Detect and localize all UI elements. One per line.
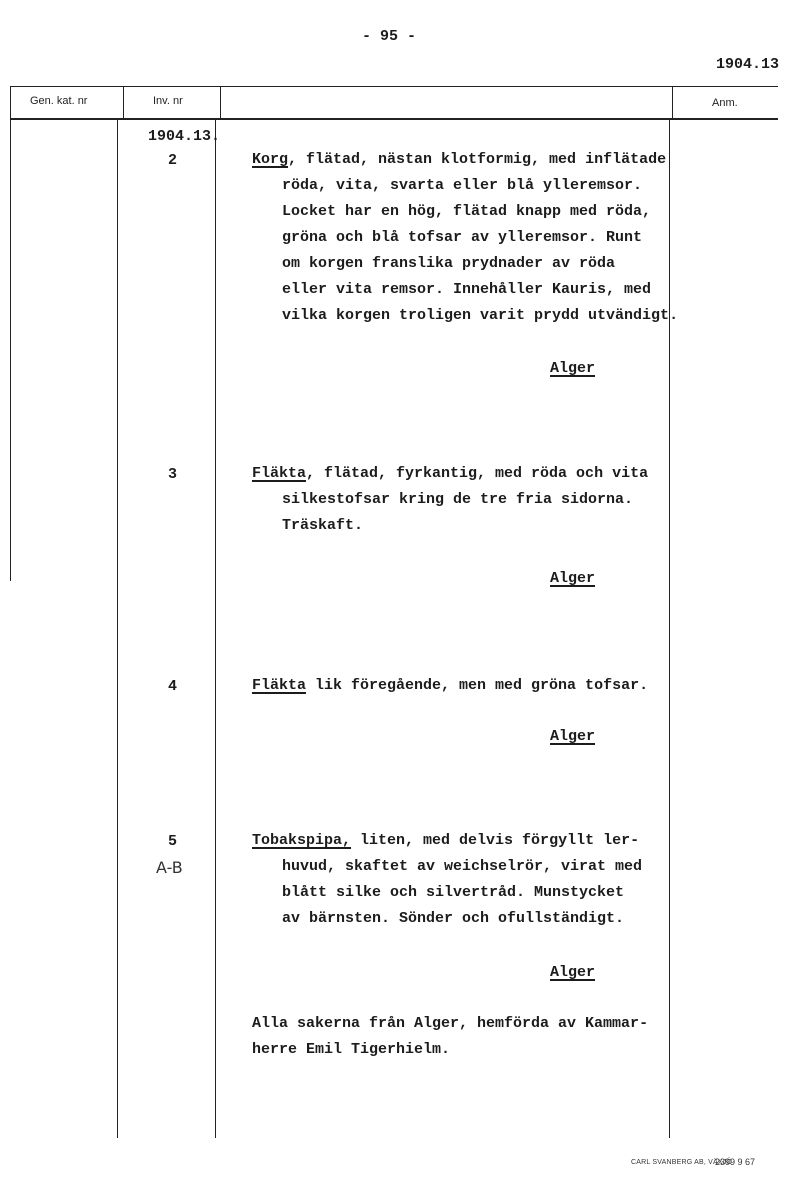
entry-description — [252, 461, 648, 539]
entry-description — [252, 147, 678, 329]
header-anm: Anm. — [712, 97, 738, 109]
description-line: röda, vita, svarta eller blå ylleremsor. — [282, 177, 643, 194]
source-label: Alger — [550, 728, 596, 745]
page-number: - 95 - — [362, 28, 417, 45]
description-line: av bärnsten. Sönder och ofullständigt. — [282, 910, 625, 927]
entry-number: 3 — [168, 466, 178, 483]
description-line: gröna och blå tofsar av ylleremsor. Runt — [282, 229, 643, 246]
column-divider-gen-body — [117, 118, 118, 1138]
header-inv: Inv. nr — [153, 95, 183, 107]
left-border — [10, 86, 11, 581]
entry-number: 4 — [168, 678, 178, 695]
header-gen-kat: Gen. kat. nr — [30, 95, 88, 107]
entry-sub-label: A-B — [156, 858, 183, 877]
description-line: Fläkta, flätad, fyrkantig, med röda och vita — [252, 465, 649, 482]
form-code: 2399 9 67 — [715, 1157, 756, 1167]
closing-note-line: herre Emil Tigerhielm. — [252, 1041, 451, 1058]
entry-description — [252, 828, 642, 932]
closing-note-line: Alla sakerna från Alger, hemförda av Kammar- — [252, 1015, 649, 1032]
source-label: Alger — [550, 964, 596, 981]
header-top-rule — [10, 86, 778, 87]
item-title: Fläkta — [252, 465, 307, 482]
description-line: Träskaft. — [282, 517, 364, 534]
column-divider-gen — [123, 86, 124, 118]
description-line: blått silke och silvertråd. Munstycket — [282, 884, 625, 901]
source-label: Alger — [550, 570, 596, 587]
source-label: Alger — [550, 360, 596, 377]
description-line: Locket har en hög, flätad knapp med röda, — [282, 203, 652, 220]
corner-reference: 1904.13 — [716, 56, 780, 73]
header-bottom-rule — [10, 118, 778, 120]
description-line: Korg, flätad, nästan klotformig, med inflätade — [252, 151, 667, 168]
description-line: Fläkta lik föregående, men med gröna tofsar. — [252, 677, 649, 694]
inv-prefix: 1904.13. — [148, 128, 221, 145]
item-title: Fläkta — [252, 677, 307, 694]
item-title: Korg — [252, 151, 289, 168]
closing-note — [252, 1011, 648, 1063]
description-line: om korgen franslika prydnader av röda — [282, 255, 616, 272]
description-line: huvud, skaftet av weichselrör, virat med — [282, 858, 643, 875]
entry-description — [252, 673, 648, 699]
column-divider-anm — [672, 86, 673, 118]
printer-mark: CARL SVANBERG AB, VÄXJÖ — [631, 1159, 733, 1166]
description-line: vilka korgen troligen varit prydd utvändigt. — [282, 307, 679, 324]
description-line: Tobakspipa, liten, med delvis förgyllt ler- — [252, 832, 640, 849]
item-title: Tobakspipa, — [252, 832, 352, 849]
column-divider-inv — [220, 86, 221, 118]
description-line: eller vita remsor. Innehåller Kauris, med — [282, 281, 652, 298]
entry-number: 2 — [168, 152, 178, 169]
description-line: silkestofsar kring de tre fria sidorna. — [282, 491, 634, 508]
column-divider-inv-body — [215, 118, 216, 1138]
entry-number: 5 — [168, 833, 178, 850]
